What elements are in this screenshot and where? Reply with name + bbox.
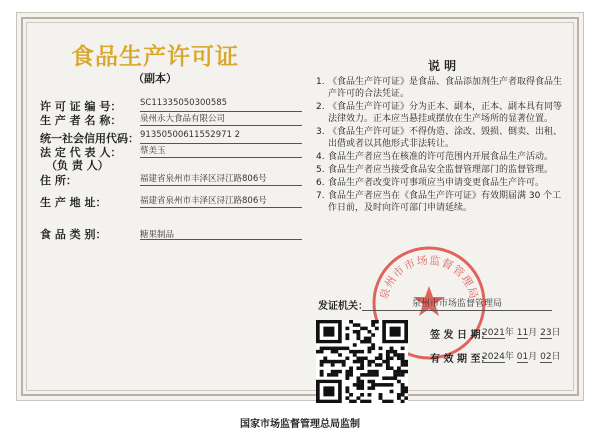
field-value: SC11335050300585: [140, 98, 228, 108]
certificate-subtitle: （副本）: [133, 72, 177, 85]
field-underline: [140, 125, 302, 126]
explanation-item: [316, 76, 568, 100]
field-label: 许 可 证 编 号：: [40, 100, 122, 113]
certificate-title: 食品生产许可证: [71, 43, 239, 70]
field-label: 食 品 类 别：: [40, 228, 107, 241]
explanation-number: 4.: [316, 152, 325, 162]
field-responsible-person: [40, 157, 302, 173]
field-label: 法 定 代 表 人：: [40, 146, 122, 159]
field-value: 91350500611552971 2: [140, 130, 241, 140]
explanation-item: [316, 190, 568, 214]
expiry-date-label: 有 效 期 至：: [430, 354, 491, 365]
explanation-number: 2.: [316, 102, 325, 112]
explanation-item: [316, 101, 568, 125]
day-unit: 日: [551, 352, 561, 362]
expiry-date-value: [482, 349, 561, 363]
explanation-item: [316, 177, 568, 189]
month-unit: 月: [528, 328, 538, 338]
svg-text:泉州市市场监督管理局: 泉州市市场监督管理局: [377, 253, 481, 301]
issue-year: 2021: [482, 328, 505, 338]
explanation-text: 食品生产者应当在核准的许可范围内开展食品生产活动。: [328, 152, 554, 162]
explanation-text: 食品生产者应当接受食品安全监督管理部门的监督管理。: [328, 165, 554, 175]
explanation-item: [316, 151, 568, 163]
field-label: 生 产 地 址：: [40, 196, 107, 209]
explanation-text: 食品生产者改变许可事项应当申请变更食品生产许可。: [328, 178, 545, 188]
issue-date-label: 签 发 日 期：: [430, 330, 491, 341]
explanation-text: 食品生产者应当在《食品生产许可证》有效期届满 30 个工作日前，及时向许可部门申请延续。: [328, 191, 562, 213]
day-unit: 日: [551, 328, 561, 338]
expiry-day: 02: [540, 352, 552, 362]
explanation-text: 《食品生产许可证》分为正本、副本，正本、副本具有同等法律效力。正本应当悬挂或摆放在生产场所的显著位置。: [328, 102, 563, 124]
issuer-value: 泉州市市场监督管理局: [412, 299, 503, 309]
field-underline: [140, 239, 302, 240]
explanation-text: 《食品生产许可证》是食品、食品添加剂生产者取得食品生产许可的合法凭证。: [328, 77, 563, 99]
explanation-number: 3.: [316, 127, 325, 137]
field-value: 福建省泉州市丰泽区浔江路806号: [140, 196, 267, 206]
field-value: 蔡美玉: [140, 146, 166, 156]
explanation-text: 《食品生产许可证》不得伪造、涂改、毁损、倒卖、出租、出借或者以其他形式非法转让。: [328, 127, 563, 149]
field-label: 生 产 者 名 称：: [40, 114, 122, 127]
year-unit: 年: [504, 352, 514, 362]
qr-code: [316, 320, 408, 403]
year-unit: 年: [504, 328, 514, 338]
field-value: 泉州永大食品有限公司: [140, 114, 226, 124]
field-underline: [140, 185, 302, 186]
field-label: 统一社会信用代码：: [40, 132, 139, 145]
explanation-number: 5.: [316, 165, 325, 175]
issuer-underline: [362, 310, 552, 311]
explanation-item: [316, 126, 568, 150]
field-value: 糖果制品: [140, 230, 175, 240]
issue-month: 11: [516, 328, 529, 338]
expiry-month: 01: [516, 352, 529, 362]
field-label: 住 所：: [40, 174, 77, 187]
field-underline: [140, 207, 302, 208]
expiry-year: 2024: [482, 352, 505, 362]
explanation-number: 1.: [316, 77, 325, 87]
field-label: （负 责 人）: [46, 159, 109, 172]
issue-date-value: [482, 325, 561, 339]
explanation-number: 6.: [316, 178, 325, 188]
explanation-item: [316, 164, 568, 176]
explanation-number: 7.: [316, 191, 325, 201]
month-unit: 月: [528, 352, 538, 362]
field-value: 福建省泉州市丰泽区浔江路806号: [140, 174, 267, 184]
issuer-label: 发证机关：: [318, 301, 368, 312]
issue-day: 23: [540, 328, 552, 338]
explanation-title: 说 明: [428, 59, 457, 73]
footer-supervisor: 国家市场监督管理总局监制: [240, 419, 360, 430]
explanation-list: [316, 76, 568, 215]
